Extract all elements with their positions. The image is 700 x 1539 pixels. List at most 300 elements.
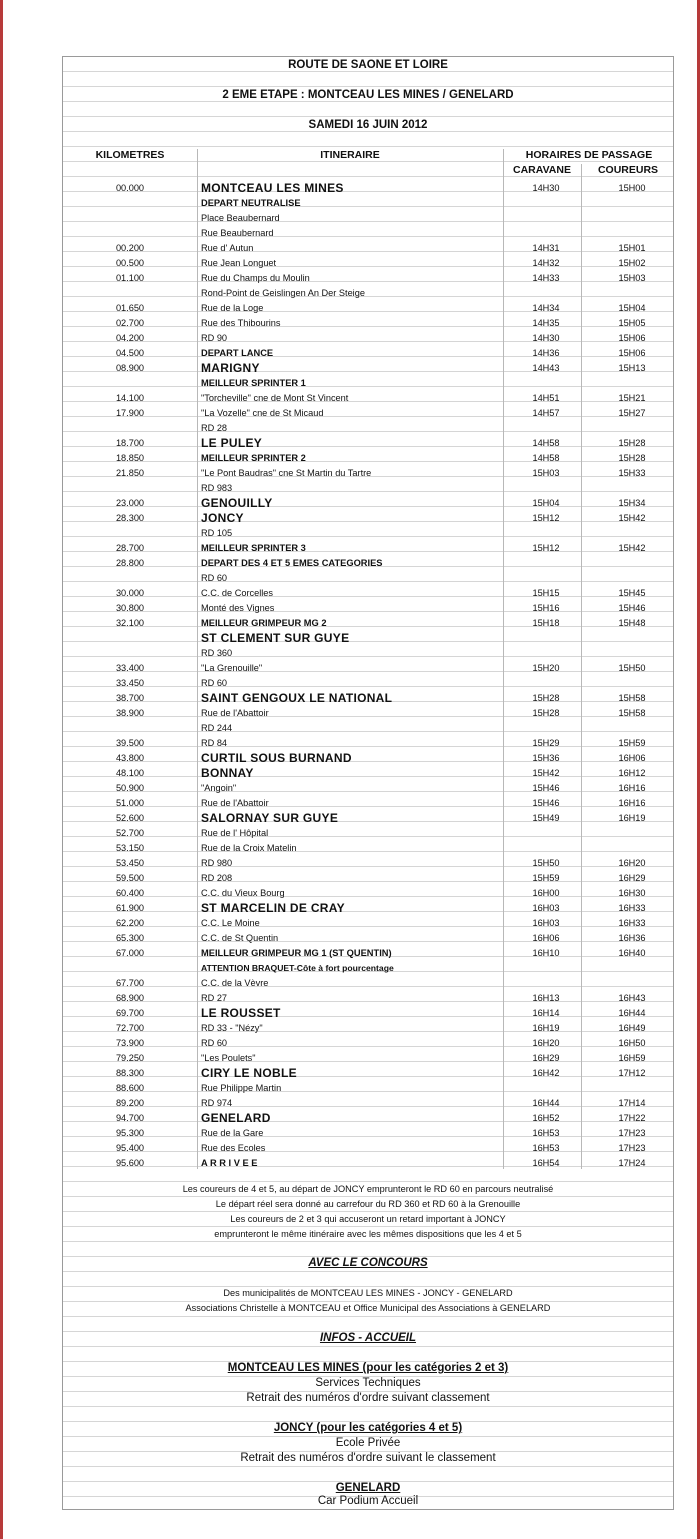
row-place: RD 980	[201, 858, 233, 868]
row-place: Rue Philippe Martin	[201, 1083, 282, 1093]
itinerary-row	[63, 841, 679, 856]
itinerary-row	[63, 706, 679, 721]
row-riders-time: 16H16	[618, 783, 646, 793]
itinerary-row	[63, 376, 679, 391]
itinerary-row	[63, 1111, 679, 1126]
row-place: C.C. du Vieux Bourg	[201, 888, 285, 898]
row-place: Rue de la Gare	[201, 1128, 264, 1138]
row-caravan-time: 16H29	[532, 1053, 560, 1063]
row-place: RD 33 - "Nézy"	[201, 1023, 263, 1033]
row-kilometre	[63, 721, 197, 736]
row-caravan-time: 16H53	[532, 1128, 560, 1138]
row-kilometre: 53.150	[115, 843, 145, 853]
itinerary-row	[63, 661, 679, 676]
itinerary-row	[63, 691, 679, 706]
row-riders-time: 15H06	[618, 333, 646, 343]
row-place: C.C. de St Quentin	[201, 933, 279, 943]
row-caravan-time	[507, 526, 585, 541]
row-kilometre: 28.300	[115, 513, 145, 523]
itinerary-row	[63, 1036, 679, 1051]
row-kilometre: 68.900	[115, 993, 145, 1003]
info-montceau-line-1: Services Techniques	[315, 1377, 421, 1389]
row-caravan-time: 16H44	[532, 1098, 560, 1108]
row-kilometre: 50.900	[115, 783, 145, 793]
row-place: Rond-Point de Geislingen An Der Steige	[201, 288, 365, 298]
row-caravan-time: 15H29	[532, 738, 560, 748]
row-kilometre	[63, 961, 197, 976]
row-caravan-time: 15H50	[532, 858, 560, 868]
itinerary-row	[63, 826, 679, 841]
itinerary-row	[63, 241, 679, 256]
itinerary-row	[63, 256, 679, 271]
row-place: MEILLEUR SPRINTER 2	[201, 453, 306, 463]
row-place: RD 90	[201, 333, 228, 343]
row-caravan-time	[507, 676, 585, 691]
itinerary-row	[63, 271, 679, 286]
row-caravan-time	[507, 481, 585, 496]
row-caravan-time: 16H54	[532, 1158, 560, 1168]
row-kilometre	[63, 196, 197, 211]
row-caravan-time	[507, 286, 585, 301]
itinerary-row	[63, 451, 679, 466]
row-place: "La Vozelle" cne de St Micaud	[201, 408, 324, 418]
row-place: SAINT GENGOUX LE NATIONAL	[201, 691, 393, 705]
row-kilometre: 04.200	[115, 333, 145, 343]
itinerary-row	[63, 496, 679, 511]
header-itinerary: ITINERAIRE	[320, 149, 380, 161]
row-place: DEPART DES 4 ET 5 EMES CATEGORIES	[201, 558, 383, 568]
itinerary-table	[63, 181, 679, 1171]
row-kilometre	[63, 211, 197, 226]
row-place: "Angoin"	[201, 783, 237, 793]
row-place: SALORNAY SUR GUYE	[201, 811, 339, 825]
row-kilometre: 38.700	[115, 693, 145, 703]
info-montceau-line-2: Retrait des numéros d'ordre suivant classement	[246, 1392, 490, 1404]
row-place: RD 105	[201, 528, 233, 538]
row-riders-time: 15H06	[618, 348, 646, 358]
row-riders-time: 16H33	[618, 918, 646, 928]
row-caravan-time: 14H32	[532, 258, 560, 268]
row-caravan-time: 16H19	[532, 1023, 560, 1033]
row-place: LE PULEY	[201, 436, 263, 450]
header-caravan: CARAVANE	[513, 164, 571, 176]
row-kilometre: 69.700	[115, 1008, 145, 1018]
row-place: Rue de l'Abattoir	[201, 798, 269, 808]
row-caravan-time: 16H42	[532, 1068, 560, 1078]
row-place: CIRY LE NOBLE	[201, 1066, 297, 1080]
row-place: C.C. Le Moine	[201, 918, 260, 928]
row-place: Monté des Vignes	[201, 603, 275, 613]
row-riders-time: 15H28	[618, 438, 646, 448]
itinerary-row	[63, 961, 679, 976]
row-kilometre: 17.900	[115, 408, 145, 418]
itinerary-row	[63, 481, 679, 496]
row-caravan-time	[507, 226, 585, 241]
row-caravan-time	[507, 961, 585, 976]
row-place: GENELARD	[201, 1111, 271, 1125]
itinerary-row	[63, 421, 679, 436]
row-riders-time	[585, 211, 679, 226]
row-riders-time	[585, 571, 679, 586]
row-place: "Torcheville" cne de Mont St Vincent	[201, 393, 349, 403]
itinerary-row	[63, 571, 679, 586]
row-riders-time: 15H58	[618, 693, 646, 703]
row-caravan-time: 14H58	[532, 453, 560, 463]
row-caravan-time: 15H18	[532, 618, 560, 628]
row-kilometre: 48.100	[115, 768, 145, 778]
itinerary-row	[63, 301, 679, 316]
row-riders-time	[585, 556, 679, 571]
itinerary-row	[63, 286, 679, 301]
row-kilometre: 33.400	[115, 663, 145, 673]
row-kilometre: 79.250	[115, 1053, 145, 1063]
itinerary-row	[63, 1156, 679, 1171]
itinerary-row	[63, 361, 679, 376]
note-line-4: emprunteront le même itinéraire avec les mêmes dispositions que les 4 et 5	[214, 1229, 522, 1239]
row-kilometre: 28.800	[115, 558, 145, 568]
row-place: MONTCEAU LES MINES	[201, 181, 344, 195]
row-caravan-time: 15H12	[532, 543, 560, 553]
row-caravan-time: 16H03	[532, 903, 560, 913]
itinerary-row	[63, 946, 679, 961]
row-riders-time: 15H04	[618, 303, 646, 313]
row-riders-time: 15H01	[618, 243, 646, 253]
row-kilometre: 01.650	[115, 303, 145, 313]
row-riders-time: 15H59	[618, 738, 646, 748]
row-riders-time: 15H46	[618, 603, 646, 613]
itinerary-row	[63, 856, 679, 871]
row-caravan-time	[507, 376, 585, 391]
row-place: ST CLEMENT SUR GUYE	[201, 631, 350, 645]
row-place: Rue de la Loge	[201, 303, 264, 313]
row-caravan-time: 14H57	[532, 408, 560, 418]
row-riders-time: 17H23	[618, 1128, 646, 1138]
row-caravan-time: 15H46	[532, 798, 560, 808]
row-kilometre: 52.600	[115, 813, 145, 823]
row-caravan-time: 14H43	[532, 363, 560, 373]
itinerary-row	[63, 466, 679, 481]
row-place: RD 974	[201, 1098, 233, 1108]
row-kilometre	[63, 631, 197, 646]
itinerary-row	[63, 556, 679, 571]
itinerary-row	[63, 1141, 679, 1156]
row-caravan-time: 15H36	[532, 753, 560, 763]
row-caravan-time: 15H28	[532, 693, 560, 703]
info-montceau-heading: MONTCEAU LES MINES (pour les catégories 2 et 3)	[227, 1362, 509, 1374]
row-kilometre: 61.900	[115, 903, 145, 913]
row-kilometre: 72.700	[115, 1023, 145, 1033]
row-kilometre: 95.300	[115, 1128, 145, 1138]
itinerary-row	[63, 541, 679, 556]
row-riders-time	[585, 676, 679, 691]
itinerary-row	[63, 586, 679, 601]
row-caravan-time: 15H46	[532, 783, 560, 793]
info-genelard-line-1: Car Podium Accueil	[317, 1495, 419, 1507]
row-caravan-time: 16H06	[532, 933, 560, 943]
row-caravan-time	[507, 646, 585, 661]
row-riders-time: 16H06	[618, 753, 646, 763]
row-caravan-time: 14H33	[532, 273, 560, 283]
row-kilometre: 02.700	[115, 318, 145, 328]
row-place: Rue des Thibourins	[201, 318, 281, 328]
row-place: JONCY	[201, 511, 244, 525]
row-place: "Le Pont Baudras" cne St Martin du Tartre	[201, 468, 372, 478]
row-riders-time: 15H03	[618, 273, 646, 283]
itinerary-row	[63, 181, 679, 196]
row-place: "La Grenouille"	[201, 663, 263, 673]
row-caravan-time: 15H12	[532, 513, 560, 523]
row-riders-time	[585, 721, 679, 736]
row-riders-time: 15H28	[618, 453, 646, 463]
row-riders-time: 16H19	[618, 813, 646, 823]
itinerary-row	[63, 646, 679, 661]
row-kilometre: 88.600	[115, 1083, 145, 1093]
row-place: ATTENTION BRAQUET-Côte à fort pourcentage	[201, 963, 394, 973]
row-caravan-time	[507, 196, 585, 211]
row-place: RD 60	[201, 573, 228, 583]
row-kilometre: 65.300	[115, 933, 145, 943]
info-joncy-heading: JONCY (pour les catégories 4 et 5)	[273, 1422, 463, 1434]
row-kilometre	[63, 526, 197, 541]
itinerary-row	[63, 676, 679, 691]
itinerary-row	[63, 601, 679, 616]
row-caravan-time: 15H20	[532, 663, 560, 673]
itinerary-row	[63, 811, 679, 826]
row-place: Rue de l'Abattoir	[201, 708, 269, 718]
row-place: RD 60	[201, 678, 228, 688]
itinerary-row	[63, 511, 679, 526]
itinerary-row	[63, 736, 679, 751]
row-kilometre: 28.700	[115, 543, 145, 553]
row-riders-time: 16H44	[618, 1008, 646, 1018]
row-caravan-time: 16H14	[532, 1008, 560, 1018]
row-riders-time: 15H27	[618, 408, 646, 418]
row-caravan-time	[507, 211, 585, 226]
row-place: MEILLEUR GRIMPEUR MG 2	[201, 618, 327, 628]
row-riders-time: 16H16	[618, 798, 646, 808]
row-riders-time: 15H05	[618, 318, 646, 328]
row-place: RD 28	[201, 423, 228, 433]
row-caravan-time	[507, 421, 585, 436]
note-line-3: Les coureurs de 2 et 3 qui accuseront un retard important à JONCY	[230, 1214, 506, 1224]
row-kilometre	[63, 286, 197, 301]
row-caravan-time: 16H52	[532, 1113, 560, 1123]
row-riders-time	[585, 481, 679, 496]
row-kilometre: 30.800	[115, 603, 145, 613]
row-caravan-time: 14H31	[532, 243, 560, 253]
row-kilometre: 04.500	[115, 348, 145, 358]
row-caravan-time: 14H30	[532, 183, 560, 193]
row-riders-time: 16H43	[618, 993, 646, 1003]
row-place: RD 983	[201, 483, 233, 493]
row-riders-time: 16H40	[618, 948, 646, 958]
row-place: CURTIL SOUS BURNAND	[201, 751, 352, 765]
row-caravan-time	[507, 571, 585, 586]
row-place: Rue d' Autun	[201, 243, 254, 253]
row-place: MEILLEUR SPRINTER 3	[201, 543, 306, 553]
row-place: Rue Jean Longuet	[201, 258, 277, 268]
row-place: MARIGNY	[201, 361, 260, 375]
itinerary-row	[63, 526, 679, 541]
row-place: BONNAY	[201, 766, 254, 780]
row-place: RD 84	[201, 738, 228, 748]
row-place: MEILLEUR SPRINTER 1	[201, 378, 306, 388]
row-riders-time: 16H12	[618, 768, 646, 778]
row-riders-time: 15H42	[618, 543, 646, 553]
route-title: ROUTE DE SAONE ET LOIRE	[288, 59, 448, 71]
row-kilometre: 33.450	[115, 678, 145, 688]
itinerary-row	[63, 931, 679, 946]
contest-line-1: Des municipalités de MONTCEAU LES MINES - JONCY - GENELARD	[223, 1288, 513, 1298]
row-caravan-time: 14H34	[532, 303, 560, 313]
row-kilometre	[63, 646, 197, 661]
row-riders-time: 15H33	[618, 468, 646, 478]
row-riders-time: 16H33	[618, 903, 646, 913]
row-place: Rue Beaubernard	[201, 228, 274, 238]
row-kilometre: 01.100	[115, 273, 145, 283]
itinerary-row	[63, 226, 679, 241]
row-caravan-time: 15H59	[532, 873, 560, 883]
row-place: GENOUILLY	[201, 496, 273, 510]
row-place: Rue de la Croix Matelin	[201, 843, 297, 853]
row-kilometre: 18.700	[115, 438, 145, 448]
infos-title: INFOS - ACCUEIL	[319, 1332, 417, 1344]
row-caravan-time: 16H00	[532, 888, 560, 898]
row-riders-time	[585, 1081, 679, 1096]
row-kilometre: 89.200	[115, 1098, 145, 1108]
note-line-2: Le départ réel sera donné au carrefour du RD 360 et RD 60 à la Grenouille	[215, 1199, 521, 1209]
header-schedule: HORAIRES DE PASSAGE	[525, 149, 653, 161]
contest-title: AVEC LE CONCOURS	[308, 1257, 428, 1269]
row-caravan-time: 14H58	[532, 438, 560, 448]
row-riders-time	[585, 826, 679, 841]
header-kilometres: KILOMETRES	[95, 149, 165, 161]
row-kilometre: 32.100	[115, 618, 145, 628]
route-sheet	[62, 56, 674, 1510]
itinerary-row	[63, 331, 679, 346]
row-riders-time: 15H48	[618, 618, 646, 628]
itinerary-row	[63, 871, 679, 886]
row-riders-time: 15H00	[618, 183, 646, 193]
row-caravan-time	[507, 976, 585, 991]
row-kilometre	[63, 226, 197, 241]
itinerary-row	[63, 196, 679, 211]
row-riders-time: 15H42	[618, 513, 646, 523]
row-riders-time: 15H50	[618, 663, 646, 673]
row-place: "Les Poulets"	[201, 1053, 256, 1063]
itinerary-row	[63, 1066, 679, 1081]
row-riders-time	[585, 421, 679, 436]
row-caravan-time: 15H49	[532, 813, 560, 823]
row-caravan-time: 15H15	[532, 588, 560, 598]
row-caravan-time: 14H35	[532, 318, 560, 328]
itinerary-row	[63, 211, 679, 226]
itinerary-row	[63, 991, 679, 1006]
row-kilometre: 95.600	[115, 1158, 145, 1168]
itinerary-row	[63, 436, 679, 451]
itinerary-row	[63, 1006, 679, 1021]
row-place: C.C. de Corcelles	[201, 588, 273, 598]
itinerary-row	[63, 766, 679, 781]
row-kilometre: 95.400	[115, 1143, 145, 1153]
row-kilometre	[63, 481, 197, 496]
row-riders-time: 16H59	[618, 1053, 646, 1063]
row-caravan-time: 15H16	[532, 603, 560, 613]
row-place: C.C. de la Vèvre	[201, 978, 269, 988]
row-kilometre: 00.200	[115, 243, 145, 253]
itinerary-row	[63, 616, 679, 631]
itinerary-row	[63, 976, 679, 991]
itinerary-row	[63, 1096, 679, 1111]
row-place: Rue des Ecoles	[201, 1143, 266, 1153]
row-caravan-time: 15H03	[532, 468, 560, 478]
row-riders-time	[585, 526, 679, 541]
row-kilometre: 67.700	[115, 978, 145, 988]
row-caravan-time: 16H53	[532, 1143, 560, 1153]
row-kilometre: 38.900	[115, 708, 145, 718]
row-riders-time: 16H20	[618, 858, 646, 868]
row-riders-time	[585, 646, 679, 661]
row-caravan-time: 14H30	[532, 333, 560, 343]
row-riders-time: 17H23	[618, 1143, 646, 1153]
row-kilometre: 30.000	[115, 588, 145, 598]
row-kilometre: 18.850	[115, 453, 145, 463]
row-riders-time	[585, 226, 679, 241]
row-place: RD 27	[201, 993, 228, 1003]
row-place: DEPART LANCE	[201, 348, 274, 358]
stage-title: 2 EME ETAPE : MONTCEAU LES MINES / GENELARD	[222, 89, 514, 101]
row-kilometre	[63, 421, 197, 436]
row-caravan-time: 16H10	[532, 948, 560, 958]
row-kilometre: 21.850	[115, 468, 145, 478]
row-kilometre: 67.000	[115, 948, 145, 958]
row-place: Rue du Champs du Moulin	[201, 273, 310, 283]
row-riders-time: 16H49	[618, 1023, 646, 1033]
row-caravan-time: 16H20	[532, 1038, 560, 1048]
row-riders-time: 17H22	[618, 1113, 646, 1123]
row-riders-time: 16H30	[618, 888, 646, 898]
row-kilometre: 59.500	[115, 873, 145, 883]
row-caravan-time: 14H36	[532, 348, 560, 358]
row-place: Rue de l' Hôpital	[201, 828, 269, 838]
stage-date: SAMEDI 16 JUIN 2012	[308, 119, 428, 131]
row-caravan-time: 15H04	[532, 498, 560, 508]
row-riders-time	[585, 976, 679, 991]
row-caravan-time	[507, 721, 585, 736]
row-place: RD 360	[201, 648, 233, 658]
row-riders-time: 16H29	[618, 873, 646, 883]
row-kilometre: 52.700	[115, 828, 145, 838]
itinerary-row	[63, 346, 679, 361]
row-kilometre: 94.700	[115, 1113, 145, 1123]
row-place: RD 208	[201, 873, 233, 883]
itinerary-row	[63, 1051, 679, 1066]
contest-line-2: Associations Christelle à MONTCEAU et Office Municipal des Associations à GENELARD	[185, 1303, 551, 1313]
row-riders-time: 15H34	[618, 498, 646, 508]
row-riders-time	[585, 376, 679, 391]
itinerary-row	[63, 391, 679, 406]
row-kilometre: 14.100	[115, 393, 145, 403]
row-riders-time: 16H36	[618, 933, 646, 943]
row-riders-time: 15H58	[618, 708, 646, 718]
row-riders-time	[585, 631, 679, 646]
row-caravan-time	[507, 826, 585, 841]
row-riders-time: 15H13	[618, 363, 646, 373]
row-kilometre: 43.800	[115, 753, 145, 763]
itinerary-row	[63, 406, 679, 421]
row-kilometre: 39.500	[115, 738, 145, 748]
row-kilometre: 73.900	[115, 1038, 145, 1048]
